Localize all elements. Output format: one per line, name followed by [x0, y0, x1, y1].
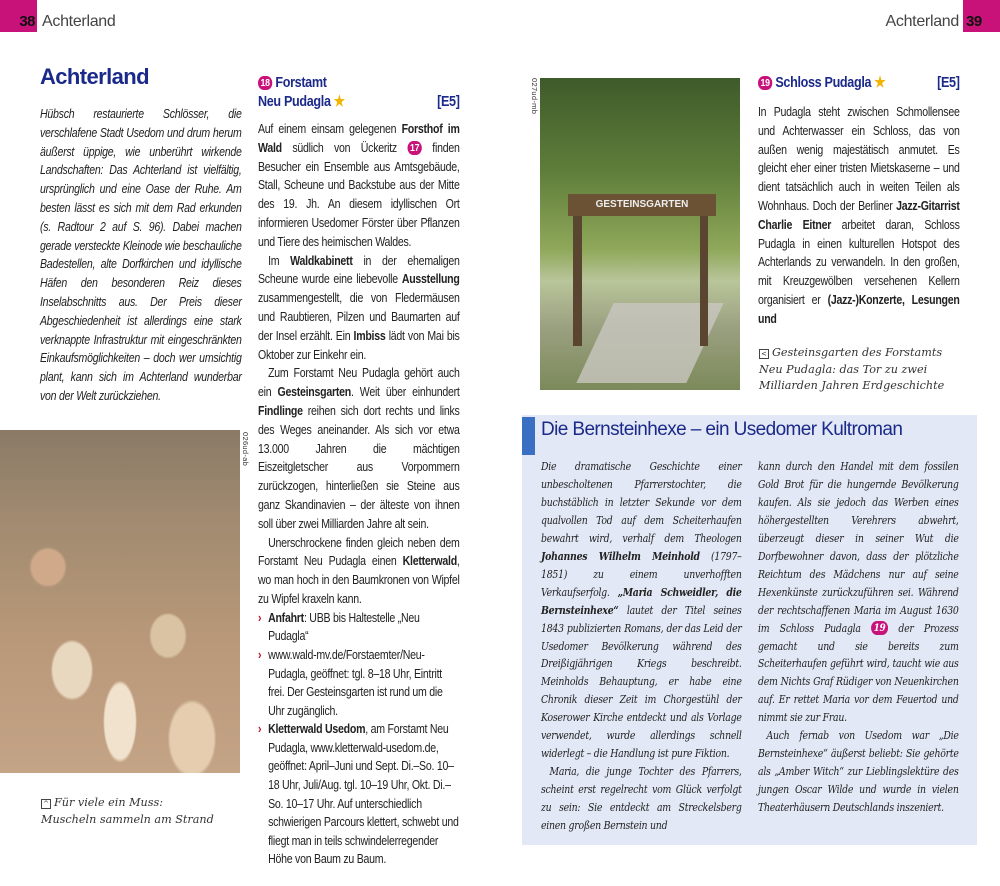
bold-term: (Jazz-)Konzerte, Lesungen und	[758, 292, 960, 326]
star-icon: ★	[874, 74, 886, 91]
bold-term: Anfahrt	[268, 610, 304, 625]
sign-post	[700, 216, 708, 346]
paragraph	[758, 103, 960, 329]
text-run: Maria, die junge Tochter des Pfarrers, scheint erst regelrecht vom Glück verfolgt zu sein: Sie entdeckt am Streckelsberg einen großen Bernstein und	[541, 765, 742, 833]
text-run: In Pudagla steht zwischen Schmollensee und Achterwasser ein Schloss, das von außen wenig majestätisch anmutet. Es gleicht eher einer tristen Mietskaserne – und dient tatsächlich auch in weiten Teilen als Wohnhaus. Doch der Berliner	[758, 105, 960, 213]
text-run: der Prozess gemacht und sie bereits zum Scheiterhaufen geführt wird, taucht wie aus dem Nichts Graf Rüdiger von Neuenkirchen auf. Er rettet Maria vor dem Feuertod und nimmt sie zur Frau.	[758, 621, 959, 725]
paragraph	[258, 534, 460, 609]
bold-term: Jazz-Gitarrist Charlie Eitner	[758, 198, 960, 232]
text-run: www.wald-mv.de/Forstaemter/Neu-Pudagla, geöffnet: tgl. 8–18 Uhr, Eintritt frei. Der Gesteinsgarten ist rund um die Uhr zugänglich.	[268, 647, 443, 718]
text-run: Auf einem einsam gelegenen	[258, 122, 402, 136]
poi-19-column	[758, 73, 960, 329]
section-title: Achterland	[40, 64, 149, 89]
bold-term: Waldkabinett	[290, 253, 353, 268]
box-column-2	[758, 458, 959, 817]
paragraph	[758, 727, 959, 817]
text-run: Zum Forstamt Neu Pudagla gehört auch ein	[258, 366, 460, 400]
photo-credit-garden: 027ud-mb	[530, 78, 539, 115]
caption-arrow-up-icon: ^	[41, 799, 51, 809]
text-run: Auch fernab von Usedom war „Die Bernsteinhexe“ äußerst beliebt: Sie gehörte als „Amber Witch“ zur Lieblingslektüre des jungen Oscar Wilde und wurde in vielen Theaterhäusern Deutschlands inszeniert.	[758, 729, 959, 815]
paragraph	[758, 458, 959, 727]
caption-arrow-left-icon: <	[759, 349, 769, 359]
bold-term: Forsthof im Wald	[258, 122, 460, 155]
chevron-right-icon: ›	[258, 722, 262, 737]
bold-term: Findlinge	[258, 403, 303, 418]
text-run: Die dramatische Geschichte einer unbescholtenen Pfarrerstochter, die buchstäblich in letzter Sekunde vor dem qualvollen Tod auf dem Scheiterhaufen bewahrt wird, verhalf dem Theologen	[541, 460, 742, 545]
poi-18-heading	[258, 73, 460, 111]
bold-term: Imbiss	[353, 328, 386, 343]
text-run: Unerschrockene finden gleich neben dem Forstamt Neu Pudagla einen	[258, 535, 460, 569]
box-column-1	[541, 458, 742, 835]
text-run: kann durch den Handel mit dem fossilen Gold Brot für die hungernde Bevölkerung kaufen. Als sie jedoch das Werben eines höhergestellten Verehrers abwehrt, überzeugt dieser in seiner Wut die Dorfbewohner davon, dass der plötzliche Reichtum des Mädchens nur auf seine Hexenkünste zurückzuführen sei. Während der rechtschaffenen Maria im August 1630 im Schloss Pudagla	[758, 460, 959, 635]
caption-line: Milliarden Jahren Erdgeschichte	[759, 379, 945, 392]
poi-reference-badge: 19	[871, 621, 888, 635]
intro-text: Hübsch restaurierte Schlösser, die verschlafene Stadt Usedom und drum herum äußerst üppige, wie unberührt wirkende Landschaften: Das Achterland ist vielfältig, ursprünglich und eine Oase der Ruhe. Am besten lässt es sich mit dem Rad erkunden (s. Radtour 2 auf S. 96). Dabei machen gerade versteckte Kleinode wie beschauliche Badestellen, alte Dorfkirchen und idyllische Häfen den besonderen Reiz dieses Inselabschnitts aus. Der Preis dieser Abgeschiedenheit ist allerdings eine stark verknappte Infrastruktur mit eingeschränkten Einkaufsmöglichkeiten – doch wer umsichtig plant, kann sich im Achterland wunderbar von der Welt zurückziehen.	[40, 107, 242, 403]
bold-term: Ausstellung	[401, 272, 460, 287]
sign-post	[573, 216, 582, 346]
running-head-right: Achterland	[885, 13, 959, 30]
text-run: finden Besucher ein Ensemble aus Amtsgebäude, Stall, Scheune und Backstube aus der Mitte des 19. Jh. An diesem idyllischen Ort informieren Usedomer Förster über Pflanzen und Tiere des heimischen Waldes.	[258, 140, 460, 249]
gesteinsgarten-photo	[540, 78, 740, 390]
caption-garden	[759, 345, 969, 395]
text-run: südlich von Ückeritz	[281, 140, 408, 155]
running-head-left: Achterland	[42, 13, 116, 30]
paragraph	[258, 252, 460, 365]
poi-19-heading	[758, 73, 960, 92]
info-box-bernsteinhexe	[522, 415, 977, 845]
bold-term: Kletterwald Usedom	[268, 722, 366, 737]
bold-term: Johannes Wilhelm Meinhold	[541, 549, 700, 563]
text-run: , wo man hoch in den Baumkronen von Wipfel zu Wipfel kraxeln kann.	[258, 554, 460, 606]
info-bullet	[258, 720, 460, 869]
shells-photo	[0, 430, 240, 773]
text-run: (1797–1851) zu einem unverhofften Verkaufserfolg.	[541, 549, 742, 599]
gate-sign: GESTEINSGARTEN	[568, 194, 716, 216]
box-accent-bar	[522, 417, 535, 455]
text-run: reihen sich dort rechts und links des Weges aneinander. Als sich vor etwa 13.000 Jahren die mächtigen Eiszeitgletscher aus Vorpommern zurückzogen, hinterließen sie Steine aus ganz Skandinavien – der älteste von ihnen soll über zwei Milliarden Jahre alt sein.	[258, 403, 460, 531]
map-grid-ref: [E5]	[437, 93, 460, 110]
bold-term: Gesteinsgarten	[277, 385, 351, 400]
poi-title: Schloss Pudagla	[775, 74, 872, 91]
caption-line: Gesteinsgarten des Forstamts	[772, 346, 943, 359]
paragraph	[258, 364, 460, 533]
poi-title: Forstamt	[275, 74, 327, 91]
poi-number-badge: 19	[758, 76, 772, 90]
poi-title: Neu Pudagla	[258, 93, 331, 110]
info-bullet	[258, 646, 460, 720]
poi-18-column	[258, 73, 460, 869]
bold-term: „Maria Schweidler, die Bernsteinhexe“	[541, 585, 742, 617]
text-run: , am Forstamt Neu Pudagla, www.kletterwald-usedom.de, geöffnet: April–Juni und Sept. Di.–So. 10–18 Uhr, Juli/Aug. tgl. 10–19 Uhr, Okt. Di.–So. 10–17 Uhr. Auf unterschiedlich schwierigen Parcours klettert, schwebt und fliegt man in teils schwindelerregender Höhe von Baum zu Baum.	[268, 722, 459, 867]
caption-line: Muscheln sammeln am Strand	[41, 812, 214, 826]
poi-reference-badge: 17	[407, 141, 421, 155]
text-run: arbeitet daran, Schloss Pudagla in einen kulturellen Hotspot des Achterlands zu verwandeln. In den großen, mit Kreuzgewölben versehenen Kellern organisiert er	[758, 217, 960, 307]
poi-19-body	[758, 103, 960, 329]
bold-term: Kletterwald	[402, 554, 457, 569]
info-bullet	[258, 609, 460, 646]
chevron-right-icon: ›	[258, 610, 262, 625]
box-title: Die Bernsteinhexe – ein Usedomer Kultroman	[541, 419, 903, 440]
text-run: in der ehemaligen Scheune wurde eine liebevolle	[258, 253, 460, 287]
text-run: lädt von Mai bis Oktober zur Einkehr ein.	[258, 328, 460, 362]
map-grid-ref: [E5]	[937, 74, 960, 91]
poi-number-badge: 18	[258, 76, 272, 90]
text-run: zusammengestellt, die von Fledermäusen und Raubtieren, Pilzen und Baumarten auf der Insel erzählt. Ein	[258, 291, 460, 343]
page-number-right: 39	[963, 0, 1000, 32]
paragraph	[258, 120, 460, 252]
poi-18-info-list	[258, 609, 460, 869]
caption-shells	[41, 795, 241, 828]
text-run: : UBB bis Haltestelle „Neu Pudagla“	[268, 610, 420, 644]
text-run: Im	[268, 253, 291, 268]
chevron-right-icon: ›	[258, 647, 262, 662]
page-number-left: 38	[0, 0, 37, 32]
poi-18-body	[258, 120, 460, 609]
text-run: lautet der Titel seines 1843 publizierten Romans, der das Leid der Usedomer Bevölkerung während des Dreißigjährigen Kriegs beschreibt. Meinholds Behauptung, er habe eine Chronik dieser Zeit im Chorgestühl der Koserower Kirche entdeckt und als Vorlage verwendet, wurde allerdings schnell widerlegt – die Handlung ist pure Fiktion.	[541, 603, 742, 761]
star-icon: ★	[333, 93, 345, 110]
paragraph	[541, 763, 742, 835]
paragraph	[541, 458, 742, 763]
text-run: . Weit über einhundert	[350, 385, 460, 400]
caption-line: Neu Pudagla: das Tor zu zwei	[759, 362, 928, 376]
photo-credit-shells: 026ud-ab	[241, 432, 250, 467]
caption-line: Für viele ein Muss:	[54, 796, 164, 809]
